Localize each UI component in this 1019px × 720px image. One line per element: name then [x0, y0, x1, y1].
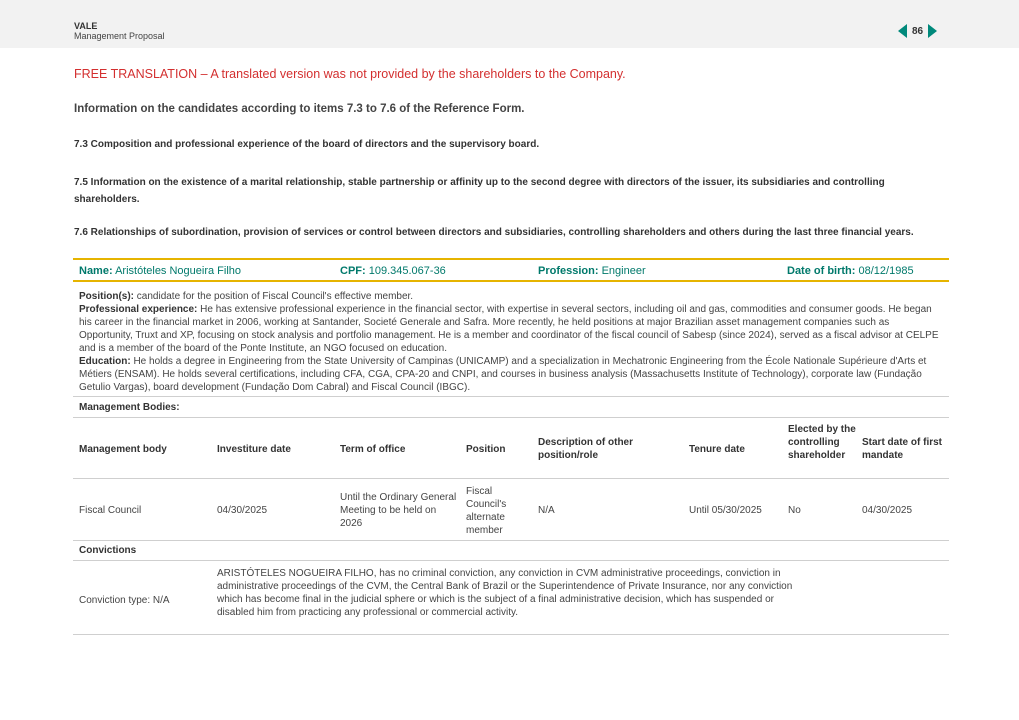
- education-label: Education:: [79, 356, 131, 367]
- candidate-dob-field: [787, 265, 914, 277]
- top-bar: [0, 0, 1019, 48]
- candidate-bar: [73, 258, 949, 282]
- col-term-of-office: Term of office: [340, 444, 406, 455]
- col-management-body: Management body: [79, 444, 167, 455]
- col-description: Description of other position/role: [538, 437, 634, 461]
- candidate-name-field: [79, 265, 241, 277]
- cell-management-body: Fiscal Council: [79, 505, 142, 516]
- col-tenure-date: Tenure date: [689, 444, 745, 455]
- free-translation-notice: FREE TRANSLATION – A translated version was not provided by the shareholders to the Company.: [74, 67, 626, 81]
- divider: [73, 478, 949, 479]
- experience-text: He has extensive professional experience in the financial sector, with expertise in several sectors, including oil and gas, commodities and consumer goods. He began his career in the financial market in 2006, working at Santander, Societé Generale and Safra. More recently, he held positions at major Brazilian asset management companies such as Opportunity, Truxt and XP, focusing on stock analysis and portfolio management. He is a member and coordinator of the fiscal council of Sabesp (since 2024), served as a fiscal advisor at CELPE and is a member of the board of the Ponte Institute, an NGO focused on education.: [79, 304, 939, 354]
- conviction-type: Conviction type: N/A: [79, 595, 170, 606]
- heading-7-3: 7.3 Composition and professional experience of the board of directors and the supervisory board.: [74, 139, 540, 150]
- convictions-title: Convictions: [79, 545, 137, 556]
- candidate-dob: 08/12/1985: [858, 265, 914, 277]
- cell-description: N/A: [538, 505, 555, 516]
- cell-tenure-date: Until 05/30/2025: [689, 505, 762, 516]
- page-number: 86: [912, 25, 924, 37]
- col-start-date: Start date of first mandate: [862, 437, 943, 461]
- conviction-text: ARISTÓTELES NOGUEIRA FILHO, has no criminal conviction, any conviction in CVM administrative proceedings, conviction in administrative proceedings of the CVM, the Central Bank of Brazil or the Superintendence of Private Insurance, nor any conviction which has become final in the judicial sphere or which is the subject of a final administrative decision, which has suspended or disabled him from practicing any professional or commercial activity.: [217, 568, 793, 618]
- cell-start-date: 04/30/2025: [862, 505, 913, 516]
- candidate-profession: Engineer: [601, 265, 646, 277]
- dob-label: Date of birth:: [787, 265, 856, 277]
- education-text: He holds a degree in Engineering from the State University of Campinas (UNICAMP) and a specialization in Mechatronic Engineering from the École Nationale Supérieure d'Arts et Métiers (ENSAM). He holds several certifications, including CFA, CGA, CPA-20 and CNPI, and courses in business analysis (Massachusetts Institute of Technology), corporate law (Fundação Getulio Vargas), board development (Fundação Dom Cabral) and Fiscal Council (IBGC).: [79, 356, 927, 393]
- divider: [73, 634, 949, 635]
- pager: [898, 22, 937, 40]
- heading-7-6: 7.6 Relationships of subordination, provision of services or control between directors and subsidiaries, controlling shareholders and others during the last three financial years.: [74, 227, 914, 238]
- previous-page-icon[interactable]: [898, 24, 907, 38]
- next-page-icon[interactable]: [928, 24, 937, 38]
- brand-subtitle: Management Proposal: [74, 31, 165, 41]
- brand-block: [74, 21, 165, 41]
- heading-info: Information on the candidates according to items 7.3 to 7.6 of the Reference Form.: [74, 103, 525, 115]
- candidate-cpf: 109.345.067-36: [368, 265, 446, 277]
- management-bodies-title: Management Bodies:: [79, 402, 180, 413]
- divider: [73, 396, 949, 397]
- cell-investiture-date: 04/30/2025: [217, 505, 268, 516]
- education-paragraph: [79, 355, 943, 394]
- position-text: candidate for the position of Fiscal Council's effective member.: [136, 291, 414, 302]
- brand-name: VALE: [74, 21, 98, 31]
- cpf-label: CPF:: [340, 265, 366, 277]
- cell-position: Fiscal Council's alternate member: [466, 486, 507, 536]
- cell-term-of-office: Until the Ordinary General Meeting to be held on 2026: [340, 492, 457, 529]
- candidate-cpf-field: [340, 265, 446, 277]
- divider: [73, 417, 949, 418]
- divider: [73, 540, 949, 541]
- position-label: Position(s):: [79, 291, 134, 302]
- heading-7-5: 7.5 Information on the existence of a marital relationship, stable partnership or affinity up to the second degree with directors of the issuer, its subsidiaries and controlling shareholders.: [74, 177, 885, 205]
- experience-label: Professional experience:: [79, 304, 198, 315]
- cell-elected: No: [788, 505, 801, 516]
- experience-paragraph: [79, 303, 943, 355]
- col-investiture-date: Investiture date: [217, 444, 291, 455]
- col-elected: Elected by the controlling shareholder: [788, 424, 856, 461]
- profession-label: Profession:: [538, 265, 599, 277]
- name-label: Name:: [79, 265, 113, 277]
- col-position: Position: [466, 444, 506, 455]
- divider: [73, 560, 949, 561]
- candidate-profession-field: [538, 265, 646, 277]
- candidate-details: [79, 290, 943, 394]
- position-paragraph: [79, 290, 943, 303]
- candidate-name: Aristóteles Nogueira Filho: [115, 265, 242, 277]
